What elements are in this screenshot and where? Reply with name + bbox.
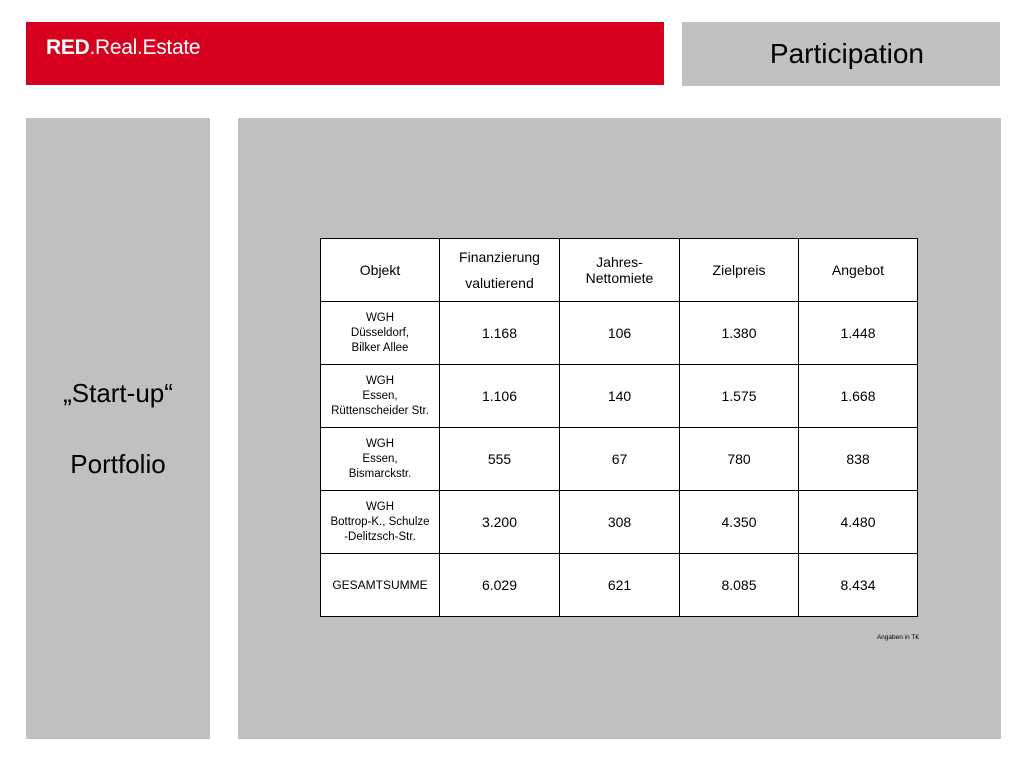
nettomiete-cell: 140: [560, 365, 680, 428]
finanzierung-cell: 555: [440, 428, 560, 491]
object-line: Düsseldorf,: [350, 326, 410, 339]
header-nettomiete: [560, 239, 680, 302]
header-finanzierung-line2: valutierend: [465, 275, 534, 291]
page-title: Participation: [769, 38, 924, 69]
total-label: GESAMTSUMME: [321, 554, 440, 617]
zielpreis-cell: 780: [680, 428, 799, 491]
portfolio-label-start-up: „Start-up“: [63, 378, 173, 408]
title-box: [682, 22, 1000, 86]
total-finanzierung: 6.029: [440, 554, 560, 617]
header-angebot: Angebot: [799, 239, 918, 302]
total-zielpreis: 8.085: [680, 554, 799, 617]
object-cell: [321, 302, 440, 365]
table-total-row: [321, 554, 918, 617]
header-finanzierung: [440, 239, 560, 302]
object-line: Bilker Allee: [351, 341, 409, 354]
object-line: WGH: [365, 437, 395, 450]
object-line: Bismarckstr.: [348, 467, 412, 480]
header-finanzierung-line1: Finanzierung: [459, 249, 540, 265]
angebot-cell: 4.480: [799, 491, 918, 554]
brand-logo-bold: RED: [46, 36, 90, 59]
object-cell: [321, 365, 440, 428]
header-objekt: Objekt: [321, 239, 440, 302]
object-line: Bottrop-K., Schulze: [330, 515, 430, 528]
object-line: WGH: [365, 500, 395, 513]
brand-logo: [46, 36, 200, 60]
table-header-row: [321, 239, 918, 302]
nettomiete-cell: 308: [560, 491, 680, 554]
main-panel: [238, 118, 1001, 739]
zielpreis-cell: 1.380: [680, 302, 799, 365]
object-line: Essen,: [362, 452, 398, 465]
total-nettomiete: 621: [560, 554, 680, 617]
left-panel: [26, 118, 210, 739]
finanzierung-cell: 1.106: [440, 365, 560, 428]
brand-bar: [26, 22, 664, 85]
nettomiete-cell: 106: [560, 302, 680, 365]
angebot-cell: 838: [799, 428, 918, 491]
table-row: [321, 302, 918, 365]
object-line: Rüttenscheider Str.: [331, 404, 429, 417]
object-line: -Delitzsch-Str.: [344, 530, 416, 543]
portfolio-table: [320, 238, 918, 617]
table-row: [321, 491, 918, 554]
object-line: WGH: [365, 311, 395, 324]
angebot-cell: 1.448: [799, 302, 918, 365]
object-cell: [321, 428, 440, 491]
footnote: Angaben in T€: [876, 634, 919, 641]
zielpreis-cell: 4.350: [680, 491, 799, 554]
finanzierung-cell: 3.200: [440, 491, 560, 554]
angebot-cell: 1.668: [799, 365, 918, 428]
brand-logo-rest: .Real.Estate: [89, 36, 201, 59]
object-line: WGH: [365, 374, 395, 387]
zielpreis-cell: 1.575: [680, 365, 799, 428]
header-nettomiete-line1: Jahres-: [596, 254, 643, 270]
nettomiete-cell: 67: [560, 428, 680, 491]
header-zielpreis: Zielpreis: [680, 239, 799, 302]
object-cell: [321, 491, 440, 554]
total-angebot: 8.434: [799, 554, 918, 617]
table-row: [321, 365, 918, 428]
object-line: Essen,: [362, 389, 398, 402]
header-nettomiete-line2: Nettomiete: [585, 270, 654, 286]
portfolio-label-portfolio: Portfolio: [70, 449, 166, 479]
finanzierung-cell: 1.168: [440, 302, 560, 365]
table-row: [321, 428, 918, 491]
